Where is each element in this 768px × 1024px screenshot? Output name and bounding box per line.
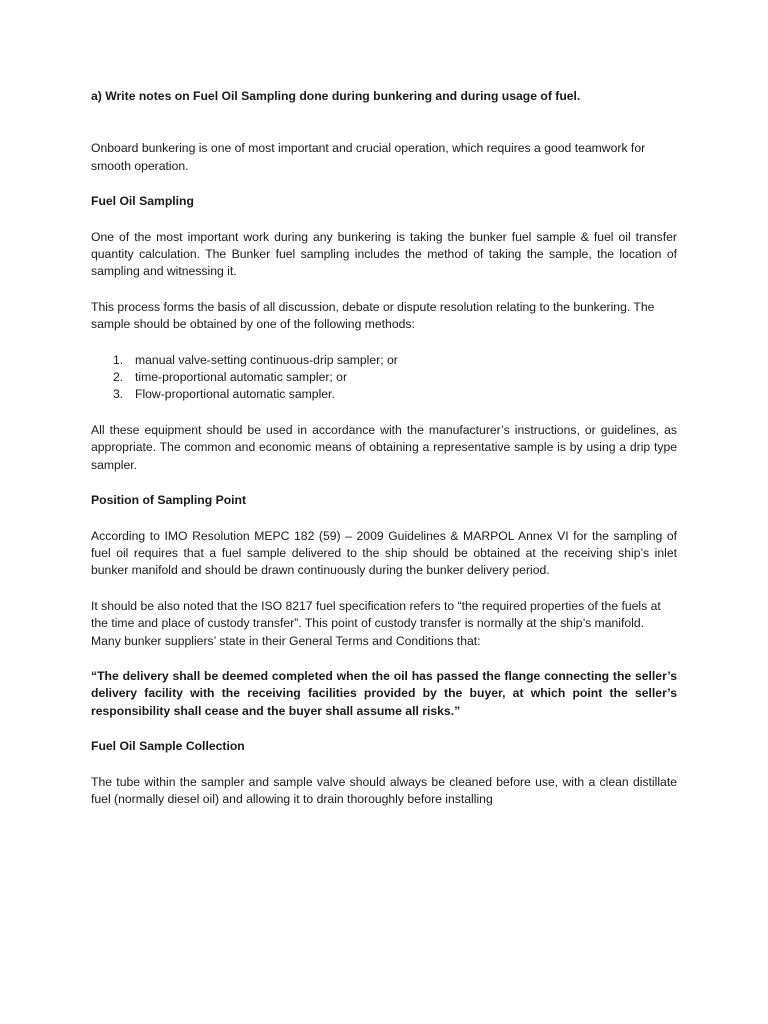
- sampling-methods-list: [91, 352, 677, 404]
- question-heading: a) Write notes on Fuel Oil Sampling done during bunkering and during usage of fuel.: [91, 89, 581, 103]
- sampling-point-paragraph-2: It should be also noted that the ISO 8217 fuel specification refers to “the required properties of the fuels at the time and place of custody transfer”. This point of custody transfer is normally at the ship’s manifold. Many bunker suppliers’ state in their General Terms and Conditions that:: [91, 598, 661, 648]
- list-item: [91, 386, 677, 403]
- sample-collection-paragraph-1: The tube within the sampler and sample valve should always be cleaned before use, with a clean distillate fuel (normally diesel oil) and allowing it to drain thoroughly before installing: [91, 774, 677, 806]
- sampling-point-paragraph-1: According to IMO Resolution MEPC 182 (59) – 2009 Guidelines & MARPOL Annex VI for the sampling of fuel oil requires that a fuel sample delivered to the ship should be obtained at the receiving ship’s inlet bunker manifold and should be drawn continuously during the bunker delivery period.: [91, 528, 677, 578]
- list-item-text: Flow-proportional automatic sampler.: [135, 387, 335, 402]
- list-item-number: 3.: [113, 387, 124, 402]
- document-page: [91, 88, 677, 808]
- list-item: [91, 352, 677, 369]
- section-heading-fuel-oil-sampling: Fuel Oil Sampling: [91, 194, 194, 209]
- list-item-text: time-proportional automatic sampler; or: [135, 370, 348, 385]
- list-item-text: manual valve-setting continuous-drip sampler; or: [135, 352, 398, 367]
- section-heading-sampling-point: Position of Sampling Point: [91, 493, 247, 508]
- list-item-number: 2.: [113, 370, 124, 385]
- list-item: [91, 369, 677, 386]
- sampling-paragraph-2: This process forms the basis of all discussion, debate or dispute resolution relating to the bunkering. The sample should be obtained by one of the following methods:: [91, 299, 655, 332]
- delivery-quote: “The delivery shall be deemed completed when the oil has passed the flange connecting the seller’s delivery facility with the receiving facilities provided by the buyer, at which point the seller’s responsibility shall cease and the buyer shall assume all risks.”: [91, 668, 677, 718]
- section-heading-sample-collection: Fuel Oil Sample Collection: [91, 739, 245, 754]
- list-item-number: 1.: [113, 352, 124, 367]
- sampling-paragraph-1: One of the most important work during any bunkering is taking the bunker fuel sample & fuel oil transfer quantity calculation. The Bunker fuel sampling includes the method of taking the sample, the location of sampling and witnessing it.: [91, 229, 677, 279]
- intro-paragraph: Onboard bunkering is one of most important and crucial operation, which requires a good teamwork for smooth operation.: [91, 141, 646, 173]
- sampling-paragraph-3: All these equipment should be used in accordance with the manufacturer’s instructions, or guidelines, as appropriate. The common and economic means of obtaining a representative sample is by using a drip type sampler.: [91, 422, 677, 472]
